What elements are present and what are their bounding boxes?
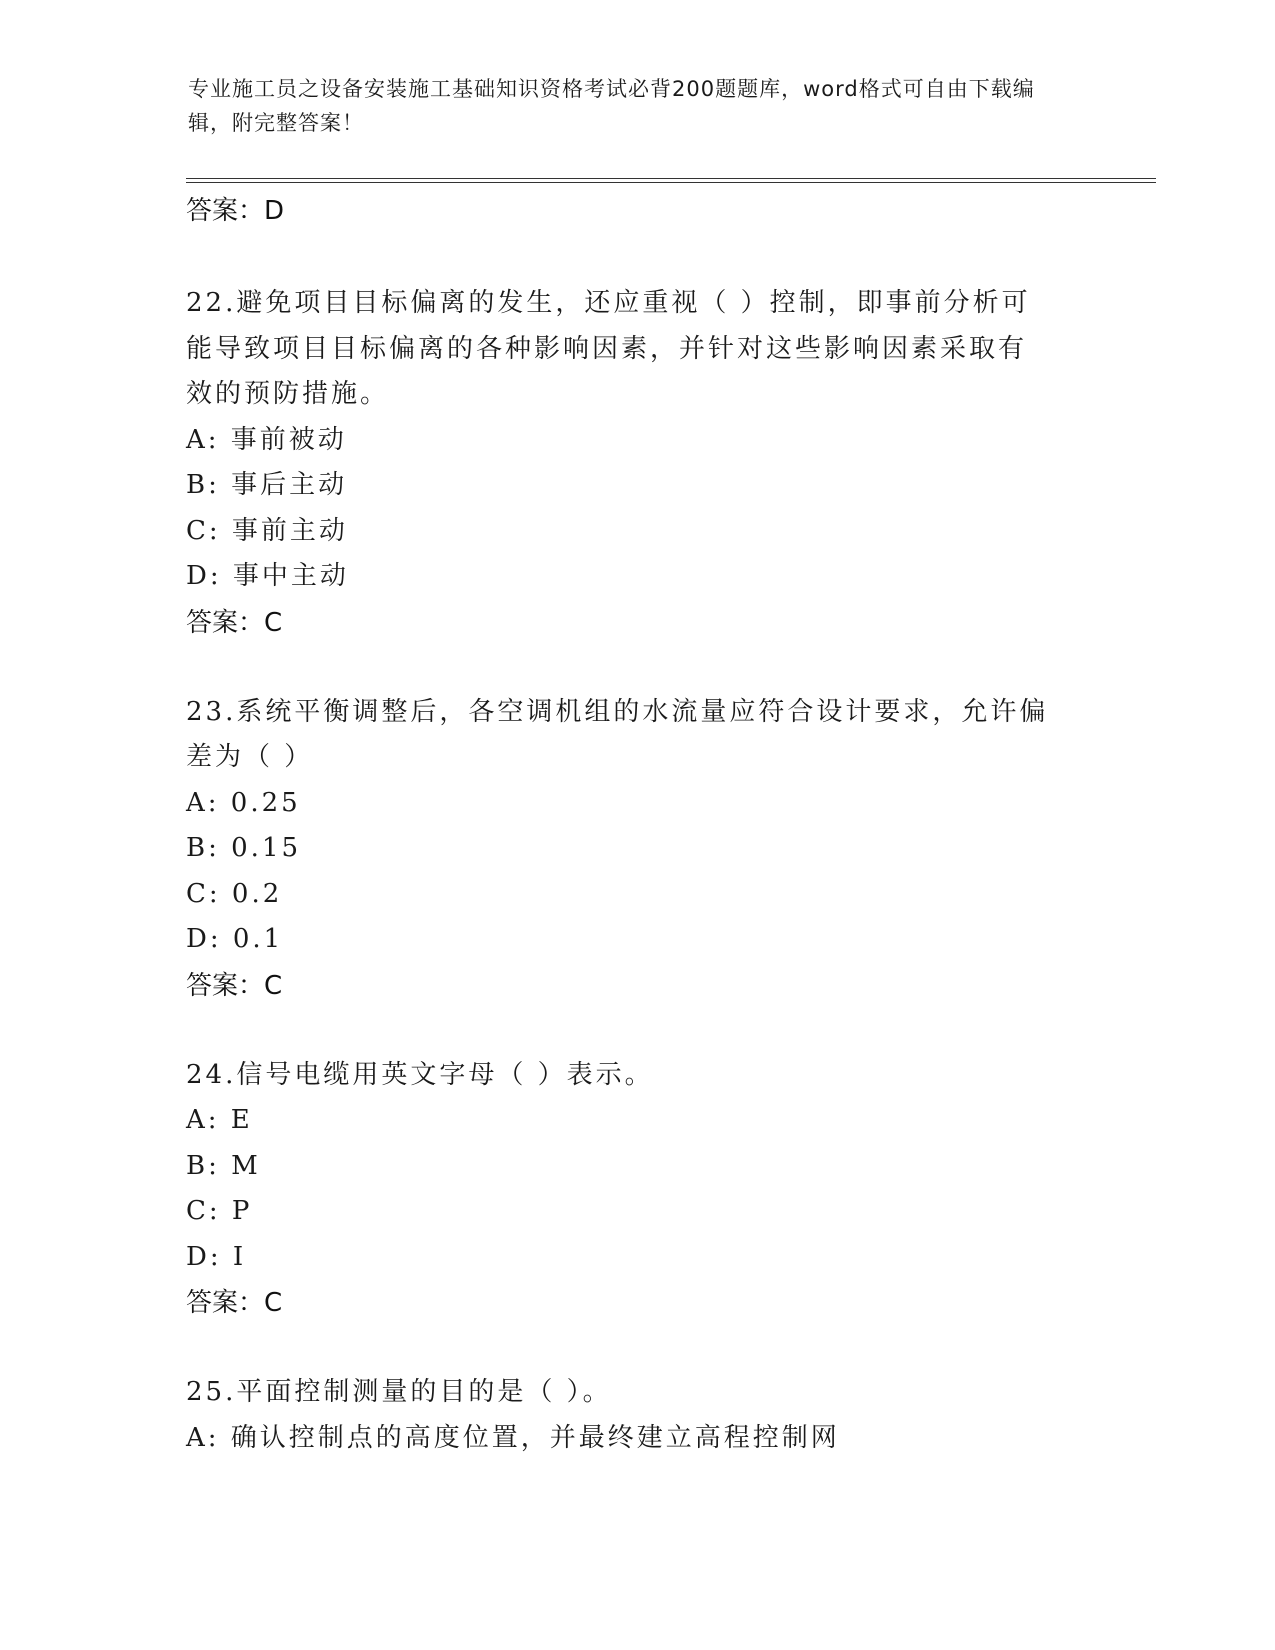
question-item <box>186 1370 1086 1461</box>
question-stem: 25.平面控制测量的目的是（ ）。 <box>186 1377 612 1407</box>
option-c: C: P <box>186 1196 253 1226</box>
question-item <box>186 690 1086 1009</box>
option-b: B: M <box>186 1150 261 1181</box>
previous-answer: 答案：D <box>186 196 285 226</box>
question-stem: 23.系统平衡调整后，各空调机组的水流量应符合设计要求，允许偏差为（ ） <box>186 696 1049 772</box>
header-rule-top <box>186 178 1156 179</box>
question-stem: 22.避免项目目标偏离的发生，还应重视（ ）控制，即事前分析可能导致项目目标偏离的各种影响因素，并针对这些影响因素采取有效的预防措施。 <box>186 288 1031 409</box>
option-a: A: E <box>186 1105 253 1135</box>
question-answer: 答案：C <box>186 607 283 638</box>
question-answer: 答案：C <box>186 1288 283 1318</box>
option-c: C: 0.2 <box>186 878 283 909</box>
option-b: B: 0.15 <box>186 833 302 863</box>
option-d: D: 0.1 <box>186 924 284 954</box>
option-d: D: I <box>186 1241 247 1272</box>
option-d: D: 事中主动 <box>186 561 349 591</box>
option-b: B: 事后主动 <box>186 470 348 500</box>
option-c: C: 事前主动 <box>186 515 348 546</box>
header-rule-bottom <box>186 182 1156 183</box>
question-stem: 24.信号电缆用英文字母（ ）表示。 <box>186 1059 654 1090</box>
option-a: A: 确认控制点的高度位置，并最终建立高程控制网 <box>186 1422 840 1453</box>
option-a: A: 事前被动 <box>186 424 347 455</box>
question-list <box>186 188 1086 1461</box>
question-item <box>186 1053 1086 1327</box>
option-a: A: 0.25 <box>186 787 301 818</box>
document-header-title: 专业施工员之设备安装施工基础知识资格考试必背200题题库，word格式可自由下载编辑，附完整答案！ <box>188 77 1035 135</box>
question-item <box>186 281 1086 646</box>
question-answer: 答案：C <box>186 970 283 1001</box>
